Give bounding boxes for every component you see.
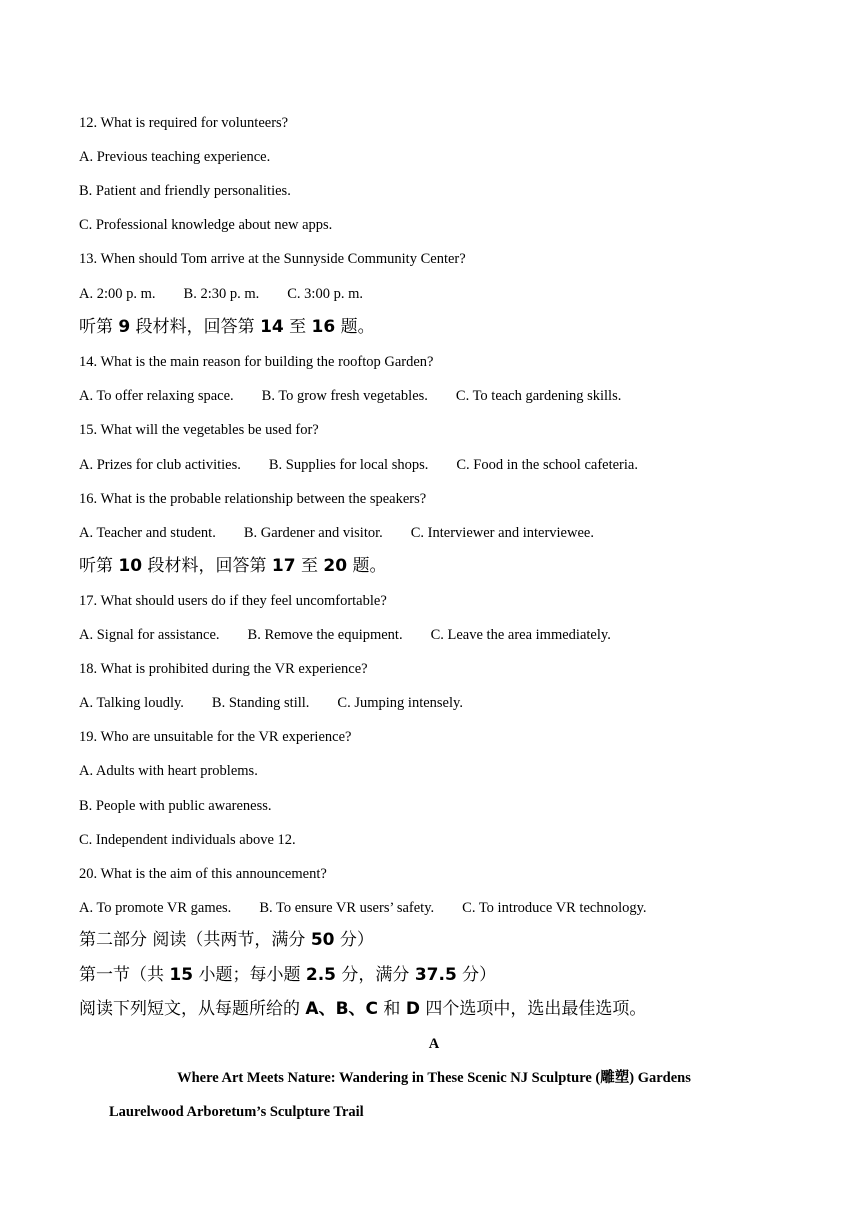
q13-options (79, 285, 363, 303)
q16-option-b: B. Gardener and visitor. (243, 525, 383, 541)
q18-option-b: B. Standing still. (211, 695, 310, 711)
reading-instruction: 阅读下列短文，从每题所给的 A、B、C 和 D 四个选项中，选出最佳选项。 (79, 999, 647, 1019)
q17-options (79, 626, 611, 644)
q16-question: 16. What is the probable relationship between the speakers? (79, 491, 427, 507)
q14-question: 14. What is the main reason for building the rooftop Garden? (79, 354, 434, 370)
q18-question: 18. What is prohibited during the VR experience? (79, 661, 368, 677)
q20-option-c: C. To introduce VR technology. (462, 900, 647, 916)
q14-option-a: A. To offer relaxing space. (79, 388, 234, 404)
q19-option-b: B. People with public awareness. (79, 798, 272, 814)
section9-heading: 听第 9 段材料，回答第 14 至 16 题。 (79, 317, 375, 337)
q18-option-a: A. Talking loudly. (79, 695, 184, 711)
q12-option-a: A. Previous teaching experience. (79, 149, 271, 165)
q15-option-a: A. Prizes for club activities. (79, 457, 241, 473)
q19-question: 19. Who are unsuitable for the VR experience? (79, 729, 352, 745)
passage-subtitle: Laurelwood Arboretum’s Sculpture Trail (109, 1104, 364, 1120)
q15-question: 15. What will the vegetables be used for? (79, 422, 319, 438)
q14-option-c: C. To teach gardening skills. (455, 388, 622, 404)
section1-heading: 第一节（共 15 小题；每小题 2.5 分，满分 37.5 分） (79, 965, 497, 985)
q17-option-b: B. Remove the equipment. (247, 627, 403, 643)
q16-options (79, 524, 594, 542)
q17-option-a: A. Signal for assistance. (79, 627, 220, 643)
q20-option-a: A. To promote VR games. (79, 900, 232, 916)
q15-option-b: B. Supplies for local shops. (268, 457, 429, 473)
q14-option-b: B. To grow fresh vegetables. (261, 388, 428, 404)
q20-option-b: B. To ensure VR users’ safety. (259, 900, 435, 916)
q20-options (79, 899, 647, 917)
q16-option-a: A. Teacher and student. (79, 525, 216, 541)
q14-options (79, 387, 621, 405)
q12-question: 12. What is required for volunteers? (79, 115, 289, 131)
section10-heading: 听第 10 段材料，回答第 17 至 20 题。 (79, 556, 387, 576)
q16-option-c: C. Interviewer and interviewee. (410, 525, 594, 541)
q13-option-a: A. 2:00 p. m. (79, 286, 156, 302)
q15-options (79, 456, 638, 474)
q20-question: 20. What is the aim of this announcement? (79, 866, 327, 882)
q13-question: 13. When should Tom arrive at the Sunnyside Community Center? (79, 251, 466, 267)
q12-option-c: C. Professional knowledge about new apps. (79, 217, 333, 233)
q15-option-c: C. Food in the school cafeteria. (456, 457, 638, 473)
q13-option-c: C. 3:00 p. m. (287, 286, 363, 302)
q19-option-a: A. Adults with heart problems. (79, 763, 258, 779)
part2-heading: 第二部分 阅读（共两节，满分 50 分） (79, 930, 374, 950)
q17-option-c: C. Leave the area immediately. (430, 627, 611, 643)
q17-question: 17. What should users do if they feel uncomfortable? (79, 593, 387, 609)
passage-letter: A (428, 1036, 440, 1052)
q12-option-b: B. Patient and friendly personalities. (79, 183, 291, 199)
q18-option-c: C. Jumping intensely. (337, 695, 463, 711)
passage-title: Where Art Meets Nature: Wandering in These Scenic NJ Sculpture (雕塑) Gardens (177, 1070, 691, 1086)
q19-option-c: C. Independent individuals above 12. (79, 832, 296, 848)
q13-option-b: B. 2:30 p. m. (183, 286, 260, 302)
q18-options (79, 694, 463, 712)
